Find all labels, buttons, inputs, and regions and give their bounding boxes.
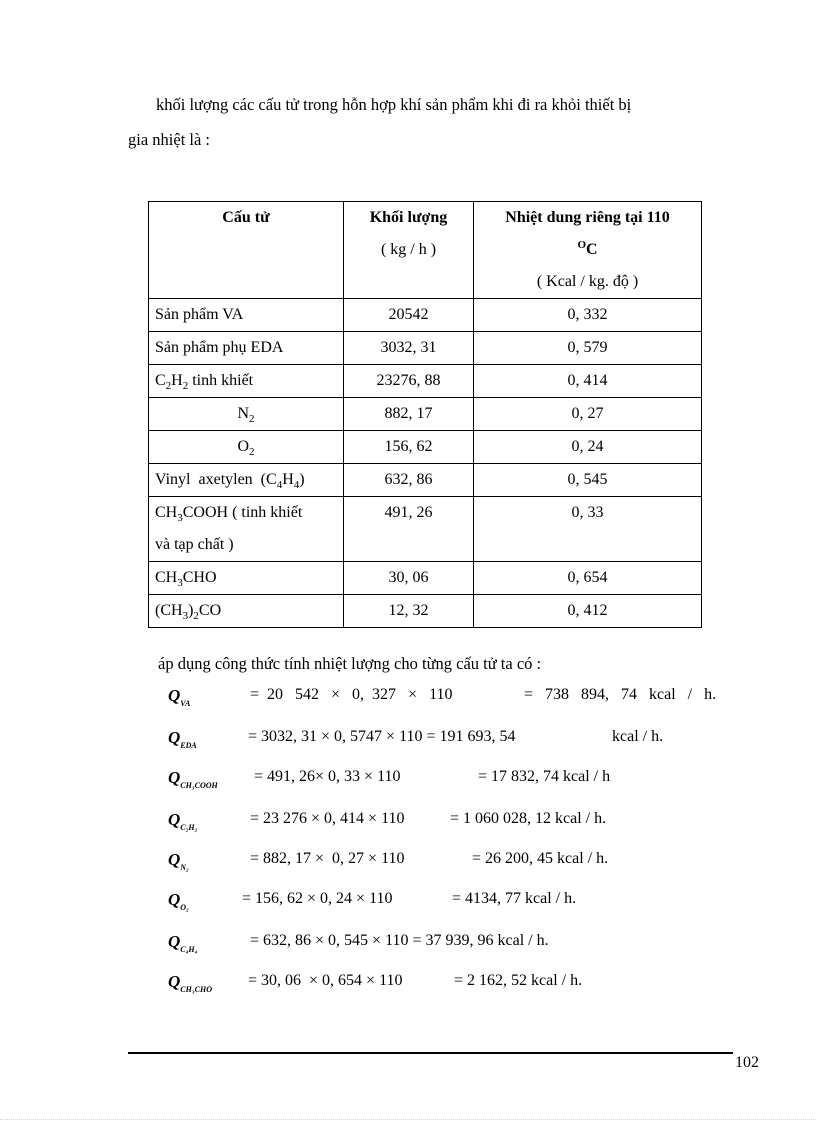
apply-formula-line: áp dụng công thức tính nhiệt lượng cho từng cấu tử ta có :	[158, 654, 542, 673]
component-cp: 0, 412	[474, 595, 702, 628]
page-number: 102	[735, 1054, 759, 1071]
equation-q-va	[168, 686, 738, 716]
header-heat-capacity	[474, 202, 702, 299]
component-name: $C_2H_2$ tinh khiết	[149, 365, 344, 398]
equation-q-ch3cho	[168, 972, 618, 1002]
component-cp: 0, 332	[474, 299, 702, 332]
table-row	[149, 299, 702, 332]
equation-result: = 1 060 028, 12 kcal / h.	[450, 810, 607, 827]
component-name: $N_2$	[149, 398, 344, 431]
equation-q-n2	[168, 850, 648, 880]
table-row	[149, 365, 702, 398]
q-symbol: $Q_{O_2}$	[168, 890, 189, 912]
component-name: $(CH_3)_2CO$	[149, 595, 344, 628]
equation-expression: = 156, 62 × 0, 24 × 110	[242, 890, 393, 907]
equation-expression: = 491, 26× 0, 33 × 110	[254, 768, 401, 785]
component-cp: 0, 579	[474, 332, 702, 365]
header-mass-unit: ( kg / h )	[380, 241, 437, 258]
table-row	[149, 431, 702, 464]
q-symbol: $Q_{C_4H_4}$	[168, 932, 198, 954]
component-mass: 23276, 88	[344, 365, 474, 398]
component-name: Vinyl axetylen $(C_4H_4)$	[149, 464, 344, 497]
equation-expression: = 882, 17 × 0, 27 × 110	[250, 850, 405, 867]
header-heat-capacity-unit: ( Kcal / kg. độ )	[536, 273, 639, 290]
table-row	[149, 332, 702, 365]
component-mass: 632, 86	[344, 464, 474, 497]
table-row	[149, 595, 702, 628]
equation-expression: = 3032, 31 × 0, 5747 × 110 = 191 693, 54	[248, 728, 516, 745]
table-row	[149, 464, 702, 497]
component-cp: 0, 27	[474, 398, 702, 431]
mass-heat-capacity-table	[148, 201, 702, 628]
component-cp: 0, 545	[474, 464, 702, 497]
component-mass: 491, 26	[344, 497, 474, 562]
q-symbol: $Q_{EDA}$	[168, 728, 197, 750]
table-row	[149, 398, 702, 431]
q-symbol: $Q_{N_2}$	[168, 850, 189, 872]
footer-rule	[128, 1052, 733, 1054]
page-edge-divider	[0, 1119, 816, 1120]
degree-sign: O	[577, 239, 586, 251]
component-mass: 156, 62	[344, 431, 474, 464]
q-symbol: $Q_{VA}$	[168, 686, 191, 708]
table-row	[149, 497, 702, 562]
equation-expression: = 30, 06 × 0, 654 × 110	[248, 972, 403, 989]
header-heat-capacity-label: Nhiệt dung riêng tại 110	[505, 209, 670, 226]
equation-result: = 26 200, 45 kcal / h.	[472, 850, 609, 867]
header-heat-capacity-temp: $^O$C	[577, 239, 598, 258]
component-name: $O_2$	[149, 431, 344, 464]
component-mass: 30, 06	[344, 562, 474, 595]
component-mass: 3032, 31	[344, 332, 474, 365]
component-name: $CH_3CHO$	[149, 562, 344, 595]
component-name: Sản phẩm VA	[149, 299, 344, 332]
header-mass-label: Khối lượng	[369, 209, 448, 226]
equation-result: = 2 162, 52 kcal / h.	[454, 972, 583, 989]
q-symbol: $Q_{CH_3CHO}$	[168, 972, 212, 994]
equation-result: kcal / h.	[612, 728, 664, 745]
table-row	[149, 562, 702, 595]
intro-line-2: gia nhiệt là :	[128, 130, 211, 149]
component-cp: 0, 33	[474, 497, 702, 562]
equation-q-c4h4	[168, 932, 618, 962]
component-mass: 882, 17	[344, 398, 474, 431]
q-symbol: $Q_{CH_3COOH}$	[168, 768, 218, 790]
equation-q-eda	[168, 728, 708, 758]
component-mass: 12, 32	[344, 595, 474, 628]
equation-result: = 4134, 77 kcal / h.	[452, 890, 577, 907]
equation-expression: = 20 542 × 0, 327 × 110	[250, 686, 453, 703]
component-cp: 0, 24	[474, 431, 702, 464]
table-header-row	[149, 202, 702, 299]
equation-result: = 17 832, 74 kcal / h	[478, 768, 611, 785]
equation-expression: = 23 276 × 0, 414 × 110	[250, 810, 405, 827]
header-component: Cấu tử	[149, 202, 344, 299]
equation-q-o2	[168, 890, 608, 920]
component-cp: 0, 414	[474, 365, 702, 398]
component-name: $CH_3COOH$ ( tinh khiết và tạp chất )	[149, 497, 344, 562]
equation-result: = 738 894, 74 kcal / h.	[524, 686, 717, 703]
q-symbol: $Q_{C_2H_2}$	[168, 810, 198, 832]
component-name: Sản phẩm phụ EDA	[149, 332, 344, 365]
intro-line-1: khối lượng các cấu tử trong hỗn hợp khí sản phẩm khi đi ra khỏi thiết bị	[156, 95, 632, 114]
component-mass: 20542	[344, 299, 474, 332]
equation-q-c2h2	[168, 810, 648, 840]
header-mass	[344, 202, 474, 299]
equation-expression: = 632, 86 × 0, 545 × 110 = 37 939, 96 kcal / h.	[250, 932, 549, 949]
component-cp: 0, 654	[474, 562, 702, 595]
equation-q-ch3cooh	[168, 768, 648, 798]
